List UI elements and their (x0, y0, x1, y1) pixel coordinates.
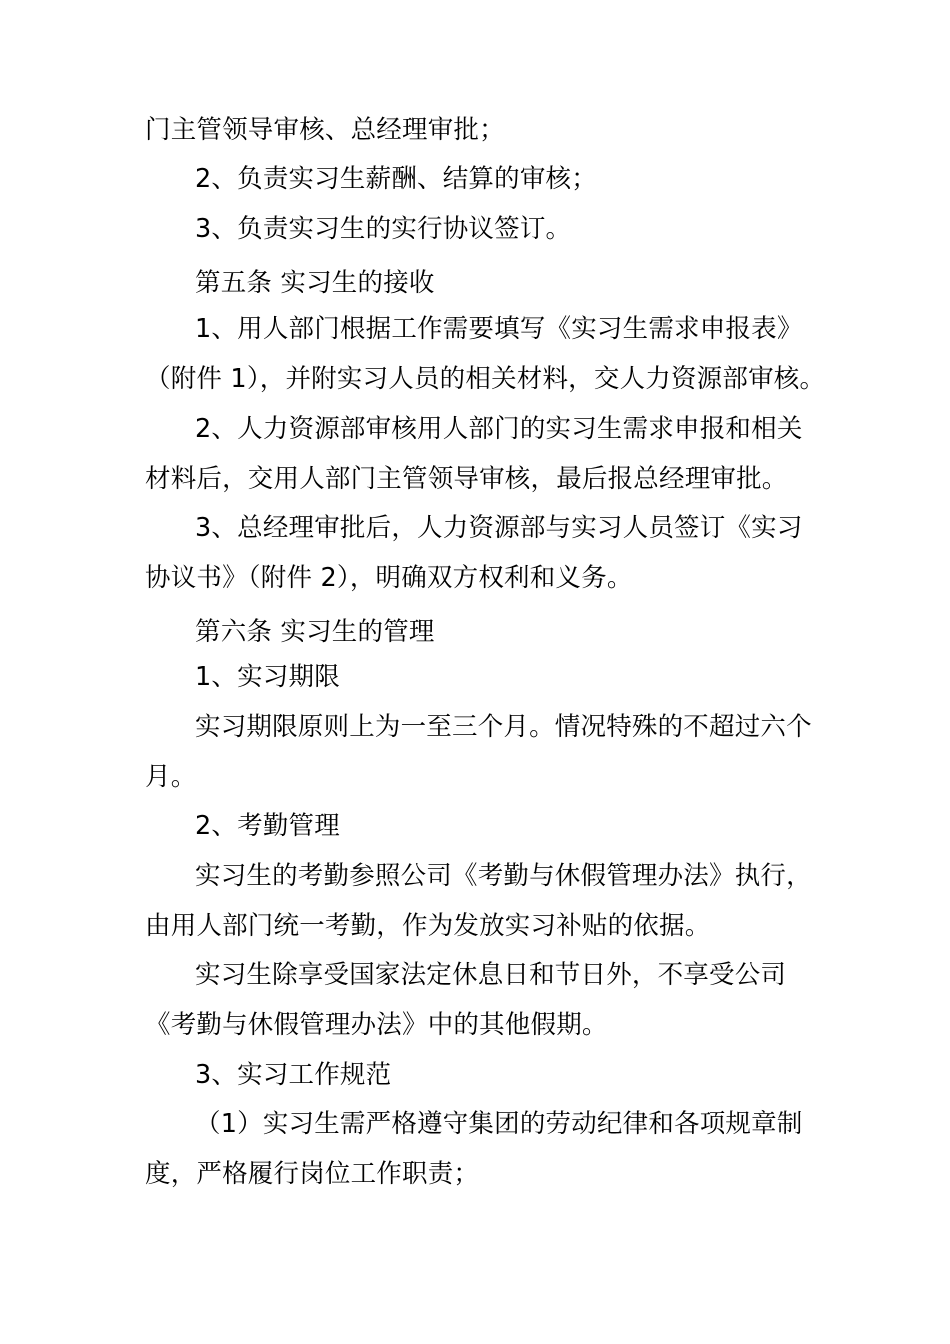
text-line: （1）实习生需严格遵守集团的劳动纪律和各项规章制 (195, 1109, 803, 1139)
text-line: 1、用人部门根据工作需要填写《实习生需求申报表》 (195, 314, 803, 344)
text-line: 实习生除享受国家法定休息日和节日外，不享受公司 (195, 960, 787, 990)
text-line: 2、人力资源部审核用人部门的实习生需求申报和相关 (195, 414, 803, 444)
section-heading: 第五条 实习生的接收 (195, 268, 435, 298)
text-line: 2、负责实习生薪酬、结算的审核； (195, 164, 597, 194)
text-line: 门主管领导审核、总经理审批； (145, 115, 505, 145)
text-line: 材料后，交用人部门主管领导审核，最后报总经理审批。 (145, 464, 788, 494)
text-line: （附件 1），并附实习人员的相关材料，交人力资源部审核。 (145, 364, 826, 394)
text-line: 3、实习工作规范 (195, 1060, 392, 1090)
text-line: 3、总经理审批后，人力资源部与实习人员签订《实习 (195, 513, 803, 543)
text-line: 月。 (145, 762, 197, 792)
text-line: 实习生的考勤参照公司《考勤与休假管理办法》执行， (195, 861, 812, 891)
text-line: 实习期限原则上为一至三个月。情况特殊的不超过六个 (195, 712, 812, 742)
text-line: 由用人部门统一考勤，作为发放实习补贴的依据。 (145, 911, 711, 941)
text-line: 3、负责实习生的实行协议签订。 (195, 214, 572, 244)
text-line: 《考勤与休假管理办法》中的其他假期。 (145, 1010, 608, 1040)
section-heading: 第六条 实习生的管理 (195, 617, 435, 647)
text-line: 度，严格履行岗位工作职责； (145, 1159, 480, 1189)
text-line: 1、实习期限 (195, 662, 340, 692)
text-line: 2、考勤管理 (195, 811, 340, 841)
text-line: 协议书》（附件 2），明确双方权利和义务。 (145, 563, 633, 593)
